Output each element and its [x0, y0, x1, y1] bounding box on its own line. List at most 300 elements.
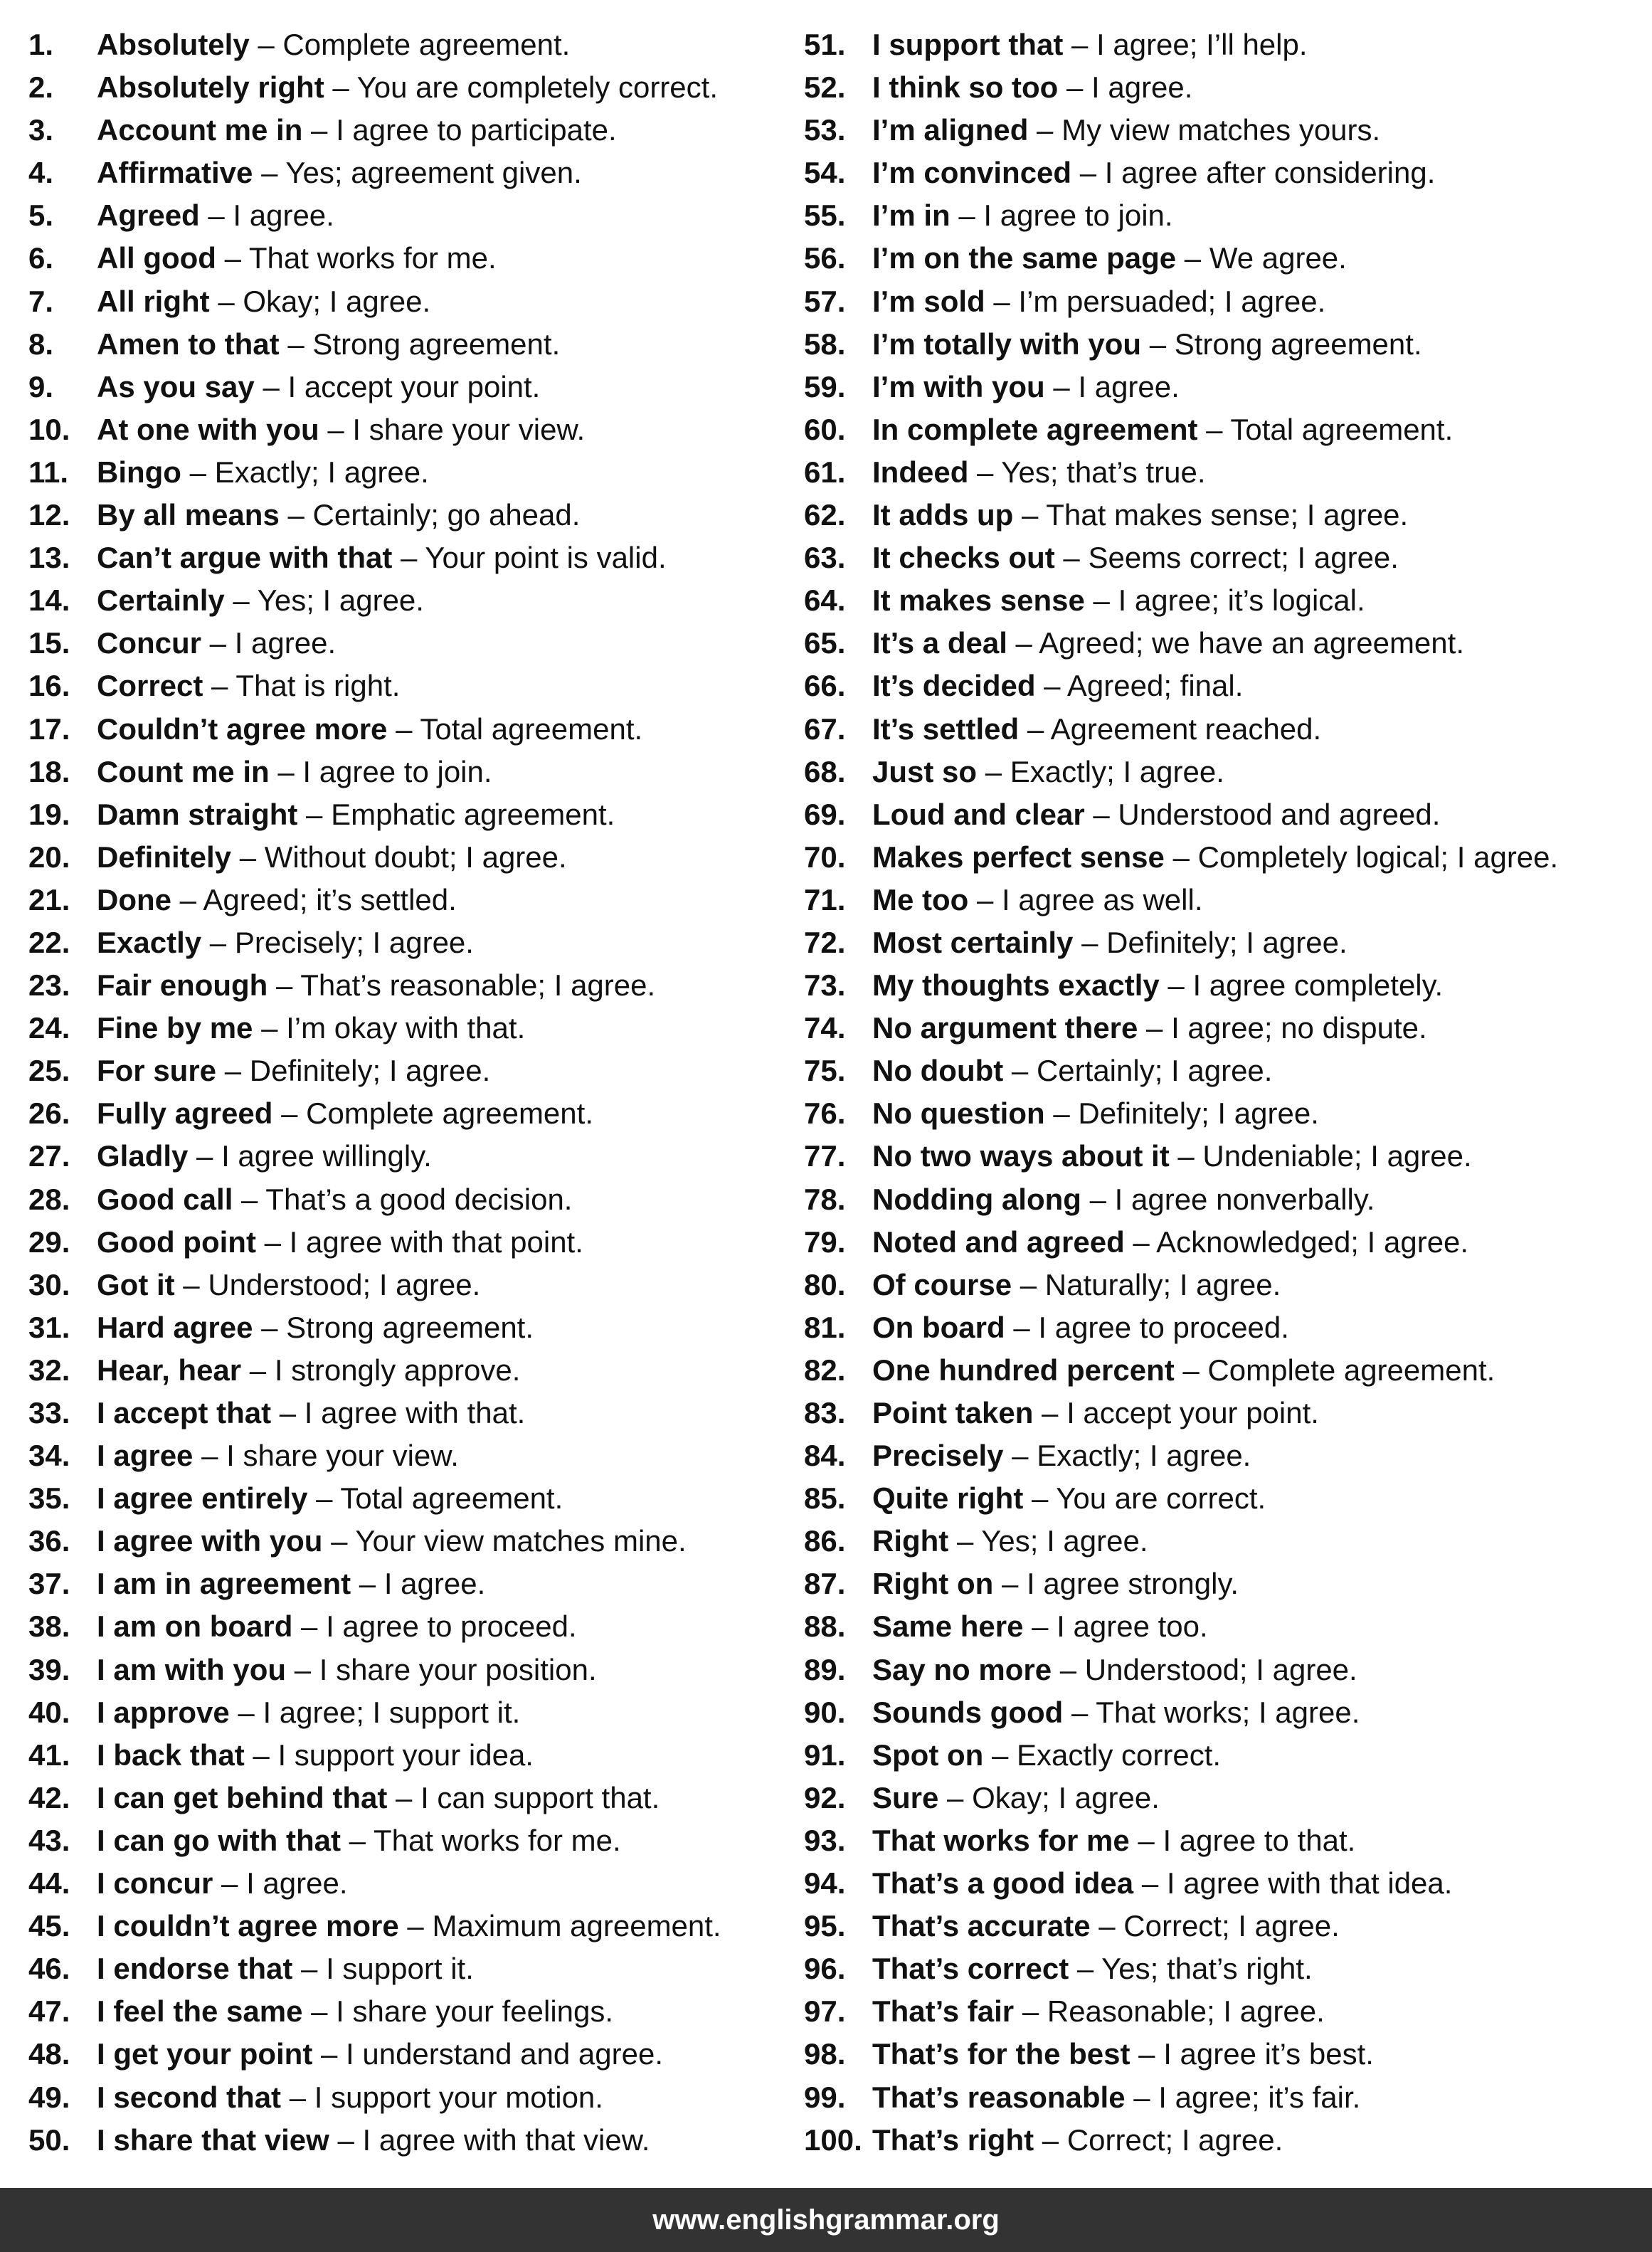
entry-phrase: That’s reasonable [872, 2080, 1126, 2114]
entry-number: 95. [804, 1909, 846, 1943]
list-item [28, 1092, 797, 1135]
entry-text [872, 1947, 1313, 1990]
entry-meaning: Naturally; I agree. [1044, 1267, 1281, 1301]
list-item [28, 494, 797, 536]
entry-number: 19. [28, 797, 70, 831]
entry-phrase: At one with you [97, 412, 319, 446]
entry-meaning: That’s reasonable; I agree. [300, 968, 656, 1003]
entry-number: 21. [28, 882, 70, 916]
entry-separator: – [229, 1695, 263, 1729]
entry-number: 57. [804, 284, 846, 318]
entry-text [872, 66, 1192, 109]
entry-phrase: I can go with that [97, 1823, 341, 1857]
entry-separator: – [1090, 1909, 1124, 1943]
entry-separator: – [241, 1353, 275, 1387]
entry-text [872, 2033, 1374, 2076]
entry-text [97, 921, 474, 964]
entry-text [97, 1178, 572, 1221]
entry-text [97, 1819, 621, 1862]
entry-number: 62. [804, 498, 846, 532]
entry-text [872, 1135, 1472, 1178]
entry-phrase: My thoughts exactly [872, 968, 1160, 1003]
entry-separator: – [233, 1182, 266, 1216]
entry-meaning: Complete agreement. [1207, 1353, 1495, 1387]
entry-separator: – [1081, 1182, 1115, 1216]
entry-phrase: Right [872, 1524, 949, 1558]
list-item [28, 1434, 797, 1477]
list-item [28, 793, 797, 836]
entry-text [872, 1520, 1148, 1563]
entry-phrase: Hard agree [97, 1310, 253, 1344]
entry-separator: – [1124, 1225, 1157, 1259]
entry-separator: – [1023, 1609, 1057, 1644]
entry-phrase: Correct [97, 669, 203, 703]
entry-phrase: Same here [872, 1609, 1024, 1644]
entry-number: 27. [28, 1139, 70, 1173]
entry-separator: – [249, 28, 283, 61]
entry-meaning: My view matches yours. [1061, 113, 1381, 147]
entry-separator: – [1069, 1952, 1102, 1986]
entry-number: 97. [804, 1994, 846, 2029]
list-item [804, 323, 1647, 366]
entry-separator: – [224, 583, 258, 618]
entries-column-left [28, 23, 797, 2162]
list-item [28, 1819, 797, 1862]
entry-phrase: I’m with you [872, 369, 1045, 403]
entry-phrase: Couldn’t agree more [97, 712, 388, 746]
entry-meaning: Agreed; it’s settled. [203, 882, 457, 916]
entry-text [97, 1092, 593, 1135]
entry-meaning: Total agreement. [340, 1481, 563, 1516]
entry-separator: – [272, 1096, 307, 1131]
entry-meaning: I agree with that idea. [1166, 1866, 1453, 1901]
list-item [804, 1050, 1647, 1092]
entry-meaning: That is right. [235, 669, 401, 703]
entry-text [872, 2076, 1360, 2119]
list-item [28, 1734, 797, 1777]
entry-separator: – [351, 1567, 384, 1601]
entry-text [872, 1221, 1468, 1264]
entry-number: 10. [28, 412, 70, 446]
entry-meaning: I strongly approve. [274, 1353, 521, 1387]
entry-text [97, 708, 642, 751]
entry-separator: – [950, 199, 984, 233]
entry-meaning: I agree. [234, 626, 337, 660]
list-item [804, 152, 1647, 194]
entry-meaning: Yes; that’s right. [1101, 1952, 1313, 1986]
entry-number: 9. [28, 369, 54, 403]
entry-separator: – [255, 1225, 290, 1259]
entry-number: 5. [28, 199, 54, 233]
entry-separator: – [1044, 1096, 1079, 1131]
list-item [28, 109, 797, 152]
entry-phrase: Sounds good [872, 1695, 1064, 1729]
list-item [804, 451, 1647, 494]
entry-number: 59. [804, 369, 846, 403]
entry-meaning: Yes; agreement given. [285, 156, 582, 190]
list-item [28, 579, 797, 622]
entry-number: 48. [28, 2037, 70, 2071]
entry-phrase: I can get behind that [97, 1780, 388, 1814]
entry-number: 66. [804, 669, 846, 703]
entry-meaning: Reasonable; I agree. [1047, 1994, 1325, 2029]
entry-number: 73. [804, 968, 846, 1003]
entry-separator: – [1129, 1823, 1163, 1857]
entry-number: 46. [28, 1952, 70, 1986]
entry-text [872, 1434, 1251, 1477]
entry-number: 11. [28, 455, 69, 489]
entry-text [97, 1135, 432, 1178]
entry-phrase: I approve [97, 1695, 230, 1729]
entry-phrase: I share that view [97, 2123, 329, 2157]
list-item [28, 708, 797, 751]
entry-meaning: Exactly; I agree. [1037, 1439, 1251, 1473]
list-item [28, 836, 797, 879]
entry-meaning: I understand and agree. [346, 2037, 664, 2071]
entry-phrase: Account me in [97, 113, 303, 147]
entry-text [872, 836, 1558, 879]
entry-meaning: I agree to join. [302, 754, 492, 788]
entry-phrase: Definitely [97, 840, 232, 874]
entry-phrase: No argument there [872, 1011, 1138, 1045]
entry-number: 28. [28, 1182, 70, 1216]
list-item [804, 1264, 1647, 1306]
entry-meaning: Definitely; I agree. [1078, 1096, 1319, 1131]
entry-phrase: It makes sense [872, 583, 1085, 618]
entry-separator: – [1130, 2037, 1164, 2071]
entry-separator: – [387, 712, 420, 746]
footer-url[interactable]: www.englishgrammar.org [652, 2204, 1000, 2236]
entry-meaning: Complete agreement. [306, 1096, 593, 1131]
list-item [28, 1306, 797, 1349]
list-item [804, 1905, 1647, 1947]
list-item [28, 1605, 797, 1648]
entry-phrase: Fine by me [97, 1011, 253, 1045]
entry-phrase: That’s a good idea [872, 1866, 1134, 1901]
list-item [28, 1649, 797, 1691]
entry-separator: – [1023, 1481, 1057, 1516]
entry-text [872, 1563, 1239, 1605]
entry-separator: – [213, 1866, 247, 1901]
list-item [804, 1777, 1647, 1819]
entry-meaning: That works for me. [248, 241, 497, 275]
entry-number: 14. [28, 583, 70, 618]
entry-text [97, 1007, 525, 1050]
entry-separator: – [269, 754, 303, 788]
entry-meaning: Strong agreement. [286, 1310, 534, 1344]
entry-number: 22. [28, 925, 70, 959]
entry-number: 98. [804, 2037, 846, 2071]
entry-separator: – [201, 925, 235, 959]
entry-phrase: That works for me [872, 1823, 1130, 1857]
entry-separator: – [1034, 2123, 1067, 2157]
entry-meaning: I share your feelings. [336, 1994, 614, 2029]
entry-number: 78. [804, 1182, 846, 1216]
entry-phrase: All right [97, 284, 210, 318]
entry-meaning: Agreed; we have an agreement. [1039, 626, 1464, 660]
list-item [804, 109, 1647, 152]
entry-meaning: Okay; I agree. [243, 284, 431, 318]
entry-separator: – [1125, 2080, 1159, 2114]
entry-number: 45. [28, 1909, 70, 1943]
entry-phrase: Count me in [97, 754, 270, 788]
list-item [28, 1477, 797, 1520]
entry-text [97, 2033, 663, 2076]
entry-phrase: Sure [872, 1780, 939, 1814]
entry-text [872, 1777, 1160, 1819]
list-item [804, 1605, 1647, 1648]
entry-phrase: Hear, hear [97, 1353, 242, 1387]
entry-text [872, 494, 1408, 536]
entry-separator: – [171, 882, 203, 916]
entry-text [97, 964, 655, 1007]
entry-meaning: I agree to proceed. [1038, 1310, 1289, 1344]
entry-text [97, 1306, 534, 1349]
entry-phrase: I agree entirely [97, 1481, 308, 1516]
entry-separator: – [341, 1823, 374, 1857]
list-item [804, 1649, 1647, 1691]
entry-meaning: Yes; I agree. [981, 1524, 1148, 1558]
list-item [804, 23, 1647, 66]
list-item [804, 1563, 1647, 1605]
entry-meaning: Total agreement. [1230, 412, 1454, 446]
entry-text [97, 879, 457, 921]
entry-separator: – [1073, 925, 1107, 959]
entry-text [97, 1691, 520, 1734]
entry-meaning: Yes; that’s true. [1001, 455, 1206, 489]
entry-number: 8. [28, 327, 54, 361]
list-item [804, 622, 1647, 665]
entry-separator: – [1164, 840, 1198, 874]
entry-meaning: I agree after considering. [1104, 156, 1436, 190]
entry-number: 49. [28, 2080, 70, 2114]
entry-meaning: I agree nonverbally. [1114, 1182, 1375, 1216]
list-item [28, 665, 797, 707]
entry-number: 61. [804, 455, 846, 489]
entry-text [97, 622, 336, 665]
entry-phrase: Exactly [97, 925, 202, 959]
entry-separator: – [302, 113, 337, 147]
list-item [28, 2033, 797, 2076]
entry-phrase: I feel the same [97, 1994, 303, 2029]
entry-text [872, 323, 1422, 366]
entry-text [872, 152, 1435, 194]
entry-meaning: Maximum agreement. [432, 1909, 721, 1943]
list-item [804, 366, 1647, 408]
list-item [28, 536, 797, 579]
entry-text [872, 194, 1173, 237]
entry-meaning: I share your view. [352, 412, 586, 446]
list-item [28, 1691, 797, 1734]
entry-text [97, 665, 400, 707]
entry-phrase: Nodding along [872, 1182, 1081, 1216]
entry-number: 63. [804, 541, 846, 575]
entry-text [872, 1007, 1427, 1050]
entry-meaning: Understood; I agree. [208, 1267, 481, 1301]
entry-text [872, 280, 1325, 323]
entry-meaning: I can support that. [420, 1780, 660, 1814]
list-item [28, 1264, 797, 1306]
entry-separator: – [1169, 1139, 1203, 1173]
list-item [28, 366, 797, 408]
entry-number: 37. [28, 1567, 70, 1601]
list-item [28, 1007, 797, 1050]
list-item [804, 536, 1647, 579]
entry-phrase: Certainly [97, 583, 225, 618]
entry-meaning: Strong agreement. [1174, 327, 1422, 361]
entry-meaning: Without doubt; I agree. [264, 840, 567, 874]
entry-text [872, 237, 1347, 280]
entry-text [97, 323, 560, 366]
entry-meaning: I agree; no dispute. [1171, 1011, 1427, 1045]
entry-meaning: Seems correct; I agree. [1088, 541, 1399, 575]
entry-meaning: I agree with that. [304, 1396, 526, 1429]
entry-phrase: I endorse that [97, 1952, 293, 1986]
entry-meaning: I agree with that point. [289, 1225, 583, 1259]
entry-phrase: Spot on [872, 1738, 984, 1772]
entry-number: 16. [28, 669, 70, 703]
entry-separator: – [279, 327, 313, 361]
entry-separator: – [268, 968, 301, 1003]
entry-text [97, 280, 430, 323]
list-item [28, 1050, 797, 1092]
entry-number: 12. [28, 498, 70, 532]
entry-number: 30. [28, 1267, 70, 1301]
list-item [804, 2119, 1647, 2162]
entry-phrase: Damn straight [97, 797, 298, 831]
entry-separator: – [985, 284, 1019, 318]
list-item [28, 1947, 797, 1990]
entry-number: 56. [804, 241, 846, 275]
entry-text [97, 1777, 660, 1819]
entry-separator: – [254, 369, 288, 403]
entry-text [872, 1605, 1208, 1648]
entry-number: 32. [28, 1353, 70, 1387]
entry-phrase: That’s fair [872, 1994, 1015, 2029]
entry-phrase: Quite right [872, 1481, 1024, 1516]
list-item [804, 1092, 1647, 1135]
entry-text [872, 879, 1203, 921]
entry-separator: – [216, 1054, 250, 1088]
entry-number: 69. [804, 797, 846, 831]
entry-text [97, 1605, 577, 1648]
entry-number: 1. [28, 28, 54, 61]
entry-phrase: I’m sold [872, 284, 985, 318]
entry-number: 18. [28, 754, 70, 788]
entry-phrase: It adds up [872, 498, 1014, 532]
entry-number: 91. [804, 1738, 846, 1772]
entry-phrase: Me too [872, 882, 969, 916]
entry-text [872, 366, 1180, 408]
entry-separator: – [292, 1609, 327, 1644]
entry-phrase: Point taken [872, 1396, 1034, 1429]
entry-text [97, 1392, 525, 1434]
entry-meaning: That’s a good decision. [265, 1182, 573, 1216]
entry-text [872, 1392, 1319, 1434]
entry-separator: – [387, 1780, 421, 1814]
entry-number: 58. [804, 327, 846, 361]
list-item [28, 408, 797, 451]
entry-number: 96. [804, 1952, 846, 1986]
entry-text [872, 408, 1453, 451]
entry-meaning: I agree too. [1057, 1609, 1208, 1644]
entry-number: 64. [804, 583, 846, 618]
list-item [28, 921, 797, 964]
entry-separator: – [193, 1439, 227, 1473]
list-item [804, 1135, 1647, 1178]
entry-text [97, 751, 492, 793]
entry-phrase: I agree with you [97, 1524, 323, 1558]
entry-phrase: That’s right [872, 2123, 1034, 2157]
entry-text [872, 1734, 1221, 1777]
entry-phrase: Concur [97, 626, 201, 660]
list-item [28, 280, 797, 323]
list-item [28, 237, 797, 280]
list-item [804, 793, 1647, 836]
entry-separator: – [181, 455, 215, 489]
list-item [804, 708, 1647, 751]
entry-number: 77. [804, 1139, 846, 1173]
entry-meaning: I share your view. [226, 1439, 459, 1473]
entry-text [872, 1862, 1452, 1905]
entry-separator: – [209, 284, 243, 318]
entry-phrase: That’s correct [872, 1952, 1069, 1986]
entry-phrase: Agreed [97, 199, 200, 233]
list-item [804, 1392, 1647, 1434]
entry-meaning: I agree; I’ll help. [1096, 28, 1308, 61]
entry-text [872, 708, 1321, 751]
entry-phrase: For sure [97, 1054, 217, 1088]
list-item [804, 579, 1647, 622]
entry-meaning: We agree. [1209, 241, 1347, 275]
entry-phrase: By all means [97, 498, 280, 532]
list-item [804, 1007, 1647, 1050]
entry-number: 67. [804, 712, 846, 746]
list-item [804, 1306, 1647, 1349]
entry-separator: – [1028, 113, 1062, 147]
entry-meaning: Undeniable; I agree. [1202, 1139, 1472, 1173]
entry-meaning: Correct; I agree. [1123, 1909, 1340, 1943]
entry-phrase: I’m totally with you [872, 327, 1142, 361]
entry-number: 90. [804, 1695, 846, 1729]
entry-number: 47. [28, 1994, 70, 2029]
entry-separator: – [201, 626, 235, 660]
entry-separator: – [1138, 1011, 1172, 1045]
entry-separator: – [948, 1524, 982, 1558]
entry-number: 85. [804, 1481, 846, 1516]
entry-phrase: That’s accurate [872, 1909, 1091, 1943]
entry-number: 51. [804, 28, 846, 61]
entry-separator: – [253, 1310, 287, 1344]
entry-meaning: Your point is valid. [425, 541, 667, 575]
entry-number: 75. [804, 1054, 846, 1088]
entry-separator: – [1063, 28, 1097, 61]
entry-number: 82. [804, 1353, 846, 1387]
entry-meaning: I agree it’s best. [1163, 2037, 1374, 2071]
entry-number: 93. [804, 1823, 846, 1857]
entry-text [872, 1092, 1319, 1135]
entry-number: 99. [804, 2080, 846, 2114]
entry-meaning: Certainly; go ahead. [312, 498, 581, 532]
entry-text [97, 66, 718, 109]
list-item [804, 836, 1647, 879]
entry-text [872, 1306, 1289, 1349]
list-item [28, 152, 797, 194]
entry-number: 84. [804, 1439, 846, 1473]
entry-meaning: Exactly; I agree. [214, 455, 429, 489]
entry-separator: – [1014, 1994, 1047, 2029]
entry-phrase: I agree [97, 1439, 194, 1473]
